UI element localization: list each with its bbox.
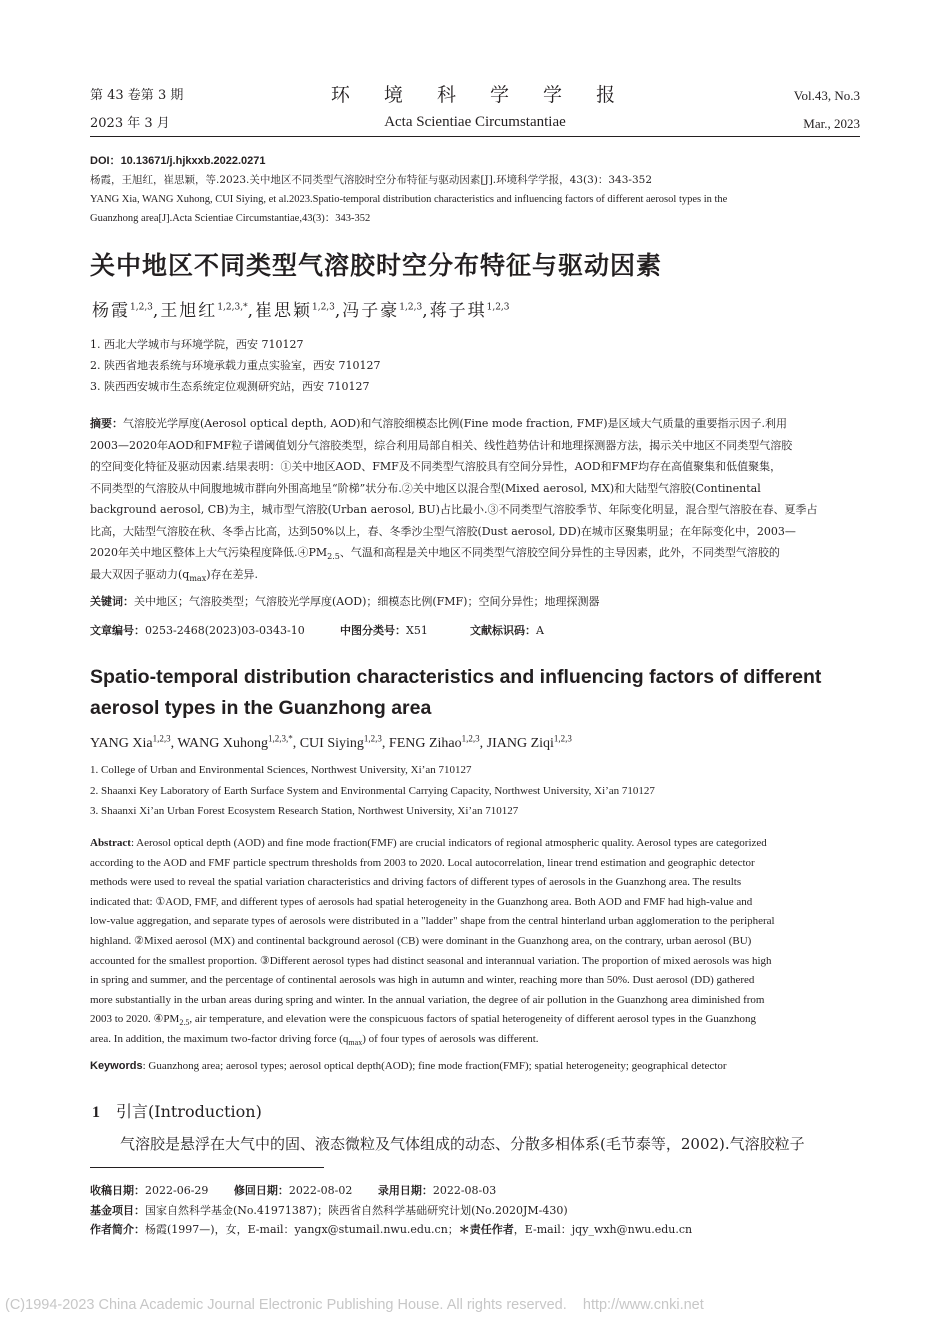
title-en-line: aerosol types in the Guanzhong area [90,697,432,719]
abstract-cn-line: )存在差异. [206,567,259,581]
abstract-en-line: in spring and summer, and the percentage of continental aerosols was high in autumn and winter, reaching more than 50%. Dust aerosol (DD) gathered [90,974,755,987]
author-sep: , [247,301,255,321]
abstract-cn-line: 气溶胶光学厚度(Aerosol optical depth, AOD)和气溶胶细模态比例(Fine mode fraction, FMF)是区域大气质量的重要指示因子.利用 [123,417,788,430]
abstract-en-line: 2003 to 2020. ④PM [90,1013,180,1026]
section-heading [92,1099,262,1122]
abstract-cn-label: 摘要： [90,417,123,430]
abstract-en-line: area. In addition, the maximum two-factor driving force (q [90,1032,349,1045]
cite-en-2: Guanzhong area[J].Acta Scientiae Circumstantiae,43(3)：343-352 [90,213,371,224]
accepted-label: 录用日期： [377,1184,433,1197]
journal-name-en: Acta Scientiae Circumstantiae [384,114,566,130]
abstract-cn-line: 、气温和高程是关中地区不同类型气溶胶空间分异性的主导因素，此外，不同类型气溶胶的 [339,546,780,559]
affiliation-en-2: 2. Shaanxi Key Laboratory of Earth Surface System and Environmental Carrying Capacity, Northwest University, Xi’an 710127 [90,784,655,797]
author-sep: , [152,301,161,321]
article-meta [90,622,305,638]
bio-label: 作者简介： [90,1223,145,1236]
authors-en [90,733,572,752]
affiliation-en-1: 1. College of Urban and Environmental Sciences, Northwest University, Xi’an 710127 [90,764,472,776]
abstract-cn-line: 的空间变化特征及驱动因素.结果表明：①关中地区AOD、FMF及不同类型气溶胶具有空间分异性，AOD和FMF均存在高值聚集和低值聚集， [90,460,782,473]
keywords-cn-label: 关键词： [90,595,134,608]
author-name: 崔思颖 [254,301,312,321]
keywords-en-label: Keywords [90,1060,143,1072]
author-affil-sup: 1,2,3 [152,733,171,744]
abstract-en-line: accounted for the smallest proportion. ③Different aerosol types had distinct seasonal and interannual variation. The proportion of mixed aerosols was high [90,954,772,967]
affiliation-cn-3: 3. 陕西西安城市生态系统定位观测研究站，西安 710127 [90,380,370,393]
abstract-en-label: Abstract [90,837,131,849]
date-en: Mar., 2023 [803,116,860,131]
article-no-label: 文章编号： [90,624,145,637]
fund-text: 国家自然科学基金(No.41971387)；陕西省自然科学基础研究计划(No.2020JM-430) [145,1203,568,1217]
affiliations-cn [90,334,380,397]
abstract-cn-line: 2020年关中地区整体上大气污染程度降低.④PM [90,546,328,559]
author-affil-sup: 1,2,3 [553,733,572,744]
cite-cn: 杨霞，王旭红，崔思颖，等.2023.关中地区不同类型气溶胶时空分布特征与驱动因素[J].环境科学学报，43(3)：343-352 [90,174,652,186]
affiliation-cn-1: 1. 西北大学城市与环境学院，西安 710127 [90,338,304,351]
corresponding-email: ，E-mail：jqy_wxh@nwu.edu.cn [513,1223,693,1236]
author-affil-sup: 1,2,3 [461,733,480,744]
author-affil-sup: 1,2,3,* [267,733,293,744]
keywords-en-text: : Guanzhong area; aerosol types; aerosol optical depth(AOD); fine mode fraction(FMF); spatial heterogeneity; geographical detector [142,1060,727,1072]
abstract-cn-line: 最大双因子驱动力(q [90,567,190,581]
author-affil-sup: 1,2,3 [399,302,423,313]
clc-code: X51 [406,624,428,637]
author-affil-sup: 1,2,3,* [217,302,248,313]
author-name-en: FENG Zihao [388,736,462,751]
abstract-en-line: , air temperature, and elevation were the conspicuous factors of spatial heterogeneity of different aerosol types in the Guanzhong [189,1013,757,1026]
page-title: 关中地区不同类型气溶胶时空分布特征与驱动因素 [90,251,663,280]
author-name: 杨霞 [92,301,130,321]
author-name: 蒋子琪 [429,301,487,321]
author-sep: , [170,736,178,751]
footnote-rule [90,1167,324,1168]
author-name-en: CUI Siying [299,736,364,751]
author-name: 冯子豪 [342,301,400,321]
pm-subscript: 2.5 [327,552,340,562]
author-name-en: JIANG Ziqi [486,736,554,751]
revised-label: 修回日期： [233,1184,289,1197]
q-subscript: max [189,573,207,583]
doc-code-meta [470,622,544,638]
volume-cn: 第 43 卷第 3 期 [90,88,184,103]
author-affil-sup: 1,2,3 [363,733,382,744]
title-en [90,662,865,724]
doi-link[interactable]: 10.13671/j.hjkxxb.2022.0271 [120,155,266,167]
cite-en-1: YANG Xia, WANG Xuhong, CUI Siying, et al.2023.Spatio-temporal distribution characteristics and influencing factors of different aerosol types in the [90,194,728,205]
author-name-en: YANG Xia [90,736,153,751]
header-right [794,86,860,134]
fund-label: 基金项目： [90,1203,145,1217]
corresponding-label: ＊责任作者 [458,1223,514,1236]
author-sep: , [334,301,343,321]
volume-en: Vol.43, No.3 [793,88,860,103]
abstract-cn [90,413,860,585]
accepted-date: 2022-08-03 [432,1184,497,1197]
q-subscript: max [348,1038,363,1048]
author-affil-sup: 1,2,3 [130,302,153,313]
author-affil-sup: 1,2,3 [311,302,335,313]
abstract-en-line: according to the AOD and FMF particle spectrum thresholds from 2003 to 2020. Local autocorrelation, linear trend estimation and geographic detector [90,856,755,869]
footnote [90,1181,865,1240]
affiliation-en-3: 3. Shaanxi Xi’an Urban Forest Ecosystem Research Station, Northwest University, Xi’an 710127 [90,805,519,817]
section-number: 1 [92,1104,100,1121]
received-date: 2022-06-29 [145,1184,209,1197]
abstract-en-colon: : [130,837,137,849]
abstract-en [90,834,860,1050]
affiliations-en [90,760,655,822]
title-en-line: Spatio-temporal distribution characteristics and influencing factors of different [90,666,822,688]
pm-subscript: 2.5 [179,1018,190,1028]
abstract-cn-line: background aerosol, CB)为主，城市型气溶胶(Urban aerosol, BU)占比最小.③不同类型气溶胶季节、年际变化明显，混合型气溶胶在春、夏季占 [90,503,818,516]
body-first-line: 气溶胶是悬浮在大气中的固、液态微粒及气体组成的动态、分散多相体系(毛节泰等，2002).气溶胶粒子 [120,1135,805,1153]
abstract-cn-line: 不同类型的气溶胶从中间腹地城市群向外围高地呈“阶梯”状分布.②关中地区以混合型(Mixed aerosol, MX)和大陆型气溶胶(Continental [90,481,761,495]
author-sep: , [292,736,300,751]
abstract-en-line: indicated that: ①AOD, FMF, and different types of aerosols had spatial heterogeneity in the Guanzhong area. Both AOD and FMF had high-value and [90,895,753,908]
keywords-en [90,1057,727,1076]
doi-label: DOI： [90,155,121,167]
date-cn: 2023 年 3 月 [90,116,170,131]
article-no: 0253-2468(2023)03-0343-10 [145,624,305,637]
copyright-footer: (C)1994-2023 China Academic Journal Electronic Publishing House. All rights reserved. http://www.cnki.net [5,1297,704,1313]
journal-name-cn: 环 境 科 学 学 报 [330,84,630,106]
bio-text: 杨霞(1997—)，女，E-mail：yangx@stumail.nwu.edu.cn； [145,1223,459,1236]
abstract-en-line: ) of four types of aerosols was different. [362,1032,539,1045]
author-sep: , [479,736,487,751]
author-name-en: WANG Xuhong [177,736,268,751]
revised-date: 2022-08-02 [288,1184,353,1197]
doc-code: A [536,624,544,637]
affiliation-cn-2: 2. 陕西省地表系统与环境承载力重点实验室，西安 710127 [90,359,381,372]
abstract-en-line: Aerosol optical depth (AOD) and fine mode fraction(FMF) are crucial indicators of regional atmospheric quality. Aerosol types are categorized [136,837,767,849]
citation-block [90,151,865,228]
clc-meta [340,622,428,638]
abstract-en-line: highland. ②Mixed aerosol (MX) and continental background aerosol (CB) were dominant in the Guanzhong area, on the contrary, urban aerosol (BU) [90,934,752,947]
abstract-en-line: methods were used to reveal the spatial variation characteristics and driving factors of different types of aerosols in the Guanzhong area. The results [90,876,742,889]
author-name: 王旭红 [160,301,218,321]
header-rule [90,136,860,137]
abstract-en-line: low-value aggregation, and separate types of aerosols were distributed in a "ladder" shape from the central hinterland urban agglomeration to the peripheral [90,915,775,928]
clc-label: 中图分类号： [340,624,406,637]
abstract-cn-line: 2003—2020年AOD和FMF粒子谱阈值划分气溶胶类型，综合利用局部自相关、线性趋势估计和地理探测器方法，揭示关中地区不同类型气溶胶 [90,438,793,452]
doc-code-label: 文献标识码： [470,624,536,637]
authors-cn [92,296,510,321]
author-sep: , [381,736,389,751]
keywords-cn [90,593,599,609]
author-sep: , [422,301,430,321]
abstract-cn-line: 比高，大陆型气溶胶在秋、冬季占比高，达到50%以上，春、冬季沙尘型气溶胶(Dust aerosol, DD)在城市区聚集明显；在年际变化中，2003— [90,524,796,538]
section-title: 引言(Introduction) [116,1102,262,1121]
keywords-cn-text: 关中地区；气溶胶类型；气溶胶光学厚度(AOD)；细模态比例(FMF)；空间分异性；地理探测器 [134,595,600,608]
author-affil-sup: 1,2,3 [486,302,510,313]
abstract-en-line: more substantially in the urban areas during spring and winter. In the annual variation, the degree of air pollution in the Guanzhong area diminished from [90,993,765,1006]
received-label: 收稿日期： [90,1184,145,1197]
